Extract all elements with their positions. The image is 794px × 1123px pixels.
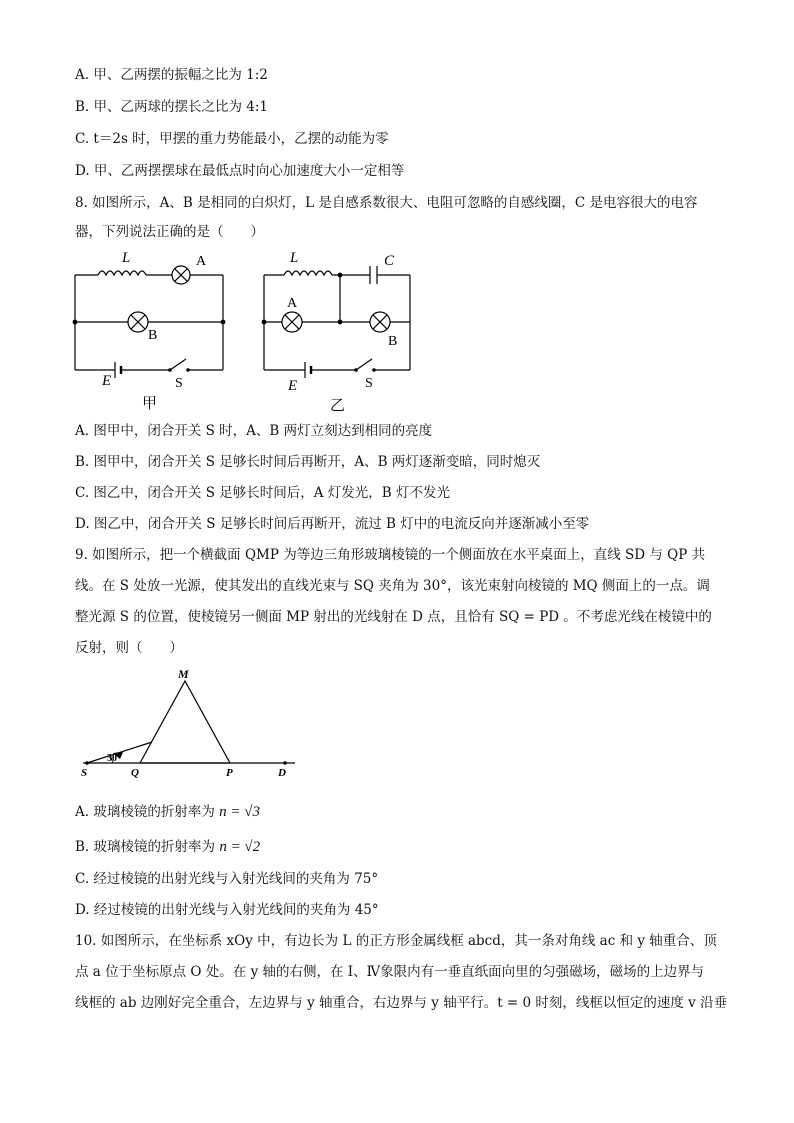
q8-option-d: D. 图乙中，闭合开关 S 足够长时间后再断开，流过 B 灯中的电流反向并逐渐减小至零 <box>75 516 590 532</box>
prism-figure <box>75 665 305 780</box>
label-B-yi: B <box>388 334 398 349</box>
label-S-yi: S <box>365 376 373 391</box>
q9-option-b <box>75 838 260 856</box>
q10-stem-line2: 点 a 位于坐标原点 O 处。在 y 轴的右侧，在 Ⅰ、Ⅳ象限内有一垂直纸面向里的匀强磁场，磁场的上边界与 <box>75 964 705 980</box>
label-B-jia: B <box>148 328 158 343</box>
q8-option-c: C. 图乙中，闭合开关 S 足够长时间后，A 灯发光，B 灯不发光 <box>75 485 451 501</box>
q8-option-a: A. 图甲中，闭合开关 S 时，A、B 两灯立刻达到相同的亮度 <box>75 423 433 439</box>
q10-stem-line1: 10. 如图所示，在坐标系 xOy 中，有边长为 L 的正方形金属线框 abcd，其一条对角线 ac 和 y 轴重合、顶 <box>75 933 717 949</box>
q7-option-d: D. 甲、乙两摆摆球在最低点时向心加速度大小一定相等 <box>75 163 405 179</box>
label-A-yi: A <box>287 296 298 311</box>
q9-option-b-formula: n = √2 <box>219 839 261 855</box>
q8-stem-line2: 器，下列说法正确的是（ ） <box>75 224 264 240</box>
label-Q: Q <box>131 767 139 779</box>
q9-option-a-formula: n = √3 <box>219 804 260 820</box>
q8-option-b: B. 图甲中，闭合开关 S 足够长时间后再断开，A、B 两灯逐渐变暗，同时熄灭 <box>75 454 541 470</box>
label-S-jia: S <box>175 376 183 391</box>
label-M: M <box>178 667 189 681</box>
q9-stem-line3: 整光源 S 的位置，使棱镜另一侧面 MP 射出的光线射在 D 点，且恰有 SQ = PD 。不考虑光线在棱镜中的 <box>75 609 712 625</box>
q7-option-c: C. t＝2s 时，甲摆的重力势能最小，乙摆的动能为零 <box>75 131 389 147</box>
q7-option-a: A. 甲、乙两摆的振幅之比为 1:2 <box>75 67 268 83</box>
circuit-figure-jia <box>60 245 240 415</box>
label-L-yi: L <box>290 250 299 266</box>
label-D: D <box>278 767 286 779</box>
label-P: P <box>226 767 233 779</box>
label-E-yi: E <box>288 378 298 394</box>
caption-yi: 乙 <box>330 398 346 414</box>
q10-stem-line3: 线框的 ab 边刚好完全重合，左边界与 y 轴重合，右边界与 y 轴平行。t = 0 时刻，线框以恒定的速度 v 沿垂 <box>75 995 728 1011</box>
q8-stem-line1: 8. 如图所示，A、B 是相同的白炽灯，L 是自感系数很大、电阻可忽略的自感线圈，C 是电容很大的电容 <box>75 195 698 211</box>
q7-option-b: B. 甲、乙两球的摆长之比为 4:1 <box>75 99 269 115</box>
label-S: S <box>81 767 88 779</box>
label-angle-30: 30° <box>107 753 121 764</box>
q9-option-a <box>75 803 260 821</box>
label-A-jia: A <box>196 254 207 269</box>
q9-option-b-text: B. 玻璃棱镜的折射率为 <box>75 839 216 855</box>
q9-stem-line1: 9. 如图所示，把一个横截面 QMP 为等边三角形玻璃棱镜的一个侧面放在水平桌面上，直线 SD 与 QP 共 <box>75 547 706 563</box>
q9-option-c: C. 经过棱镜的出射光线与入射光线间的夹角为 75° <box>75 871 379 887</box>
q9-stem-line2: 线。在 S 处放一光源，使其发出的直线光束与 SQ 夹角为 30°，该光束射向棱镜的 MQ 侧面上的一点。调 <box>75 578 710 594</box>
label-C-yi: C <box>384 253 395 269</box>
label-L-jia: L <box>122 250 131 266</box>
q9-option-d: D. 经过棱镜的出射光线与入射光线间的夹角为 45° <box>75 902 379 918</box>
caption-jia: 甲 <box>142 396 158 412</box>
q9-stem-line4: 反射，则（ ） <box>75 640 183 656</box>
label-E-jia: E <box>102 373 112 389</box>
circuit-figure-yi <box>250 245 430 415</box>
q9-option-a-text: A. 玻璃棱镜的折射率为 <box>75 804 215 820</box>
